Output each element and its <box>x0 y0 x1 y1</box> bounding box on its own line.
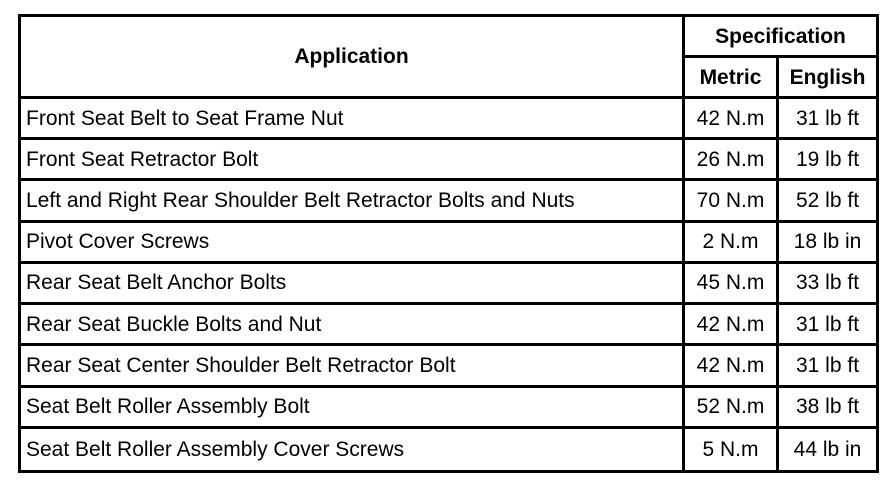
metric-cell: 26 N.m <box>685 140 779 181</box>
english-cell: 18 lb in <box>779 223 876 264</box>
metric-header: Metric <box>685 58 779 99</box>
english-cell: 31 lb ft <box>779 305 876 346</box>
english-cell: 33 lb ft <box>779 264 876 305</box>
metric-cell: 42 N.m <box>685 99 779 140</box>
table-row <box>21 181 876 222</box>
table-row <box>21 99 876 140</box>
application-cell: Left and Right Rear Shoulder Belt Retractor Bolts and Nuts <box>21 181 685 222</box>
table-row <box>21 223 876 264</box>
application-cell: Rear Seat Center Shoulder Belt Retractor Bolt <box>21 346 685 387</box>
application-cell: Rear Seat Buckle Bolts and Nut <box>21 305 685 346</box>
application-cell: Front Seat Belt to Seat Frame Nut <box>21 99 685 140</box>
metric-cell: 70 N.m <box>685 181 779 222</box>
application-cell: Front Seat Retractor Bolt <box>21 140 685 181</box>
english-cell: 31 lb ft <box>779 99 876 140</box>
metric-cell: 2 N.m <box>685 223 779 264</box>
application-cell: Seat Belt Roller Assembly Cover Screws <box>21 429 685 470</box>
metric-cell: 45 N.m <box>685 264 779 305</box>
table-row <box>21 388 876 429</box>
english-cell: 44 lb in <box>793 437 862 461</box>
english-header: English <box>779 58 876 99</box>
table-row <box>21 305 876 346</box>
english-cell: 38 lb ft <box>779 388 876 429</box>
table-row <box>21 264 876 305</box>
table-row <box>21 346 876 387</box>
application-cell: Seat Belt Roller Assembly Bolt <box>21 388 685 429</box>
english-cell: 19 lb ft <box>779 140 876 181</box>
application-header: Application <box>21 17 685 99</box>
metric-cell: 5 N.m <box>685 429 779 470</box>
specification-header: Specification <box>685 17 876 58</box>
metric-cell: 52 N.m <box>685 388 779 429</box>
application-cell: Pivot Cover Screws <box>21 223 685 264</box>
application-cell: Rear Seat Belt Anchor Bolts <box>21 264 685 305</box>
table-row <box>21 429 876 470</box>
english-cell: 52 lb ft <box>779 181 876 222</box>
english-cell: 31 lb ft <box>779 346 876 387</box>
fastener-specification-table <box>18 14 879 473</box>
metric-cell: 42 N.m <box>685 305 779 346</box>
table-row <box>21 140 876 181</box>
metric-cell: 42 N.m <box>685 346 779 387</box>
